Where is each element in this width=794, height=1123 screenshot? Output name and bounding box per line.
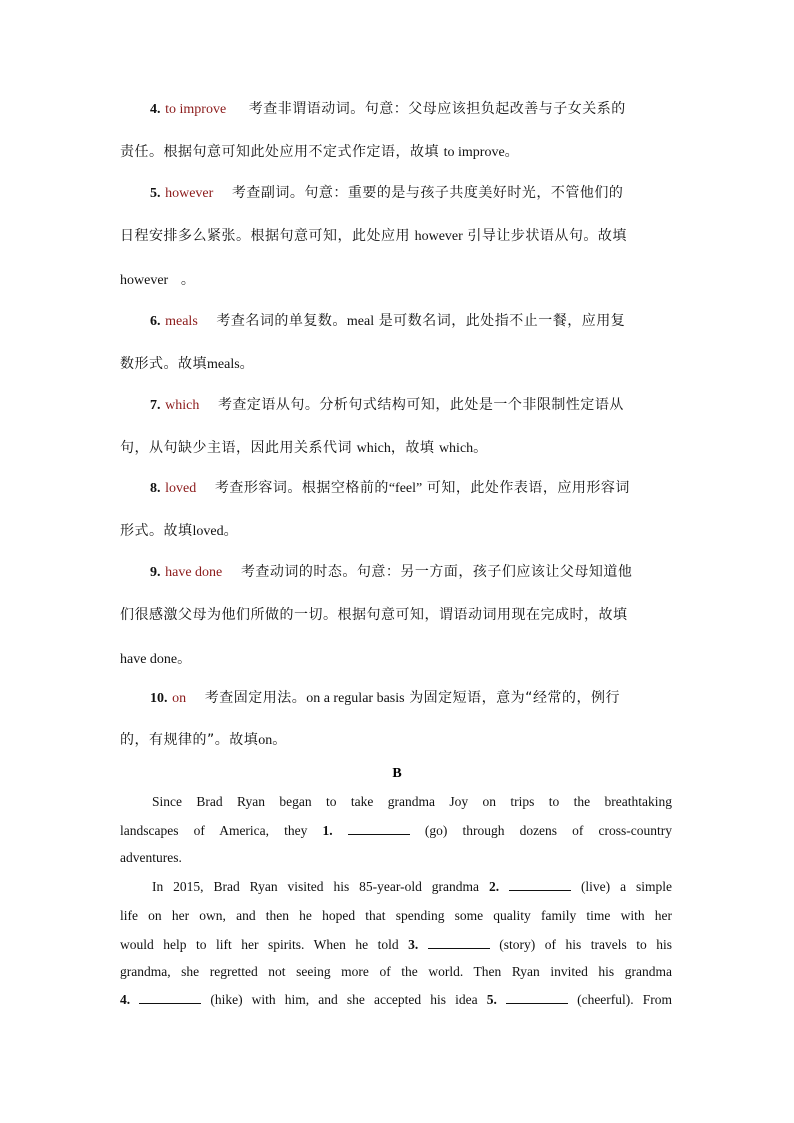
- passage-line: grandma, she regretted not seeing more of the world. Then Ryan invited his grandma: [120, 964, 672, 979]
- passage-text: landscapes of America, they: [120, 823, 308, 838]
- explanation-text: 考查名词的单复数。: [216, 313, 347, 329]
- explanation-text: 考查固定用法。: [204, 690, 307, 706]
- passage-text: In 2015, Brad Ryan visited his 85-year-old grandma: [152, 879, 479, 894]
- answer-inline: on a regular basis: [306, 691, 405, 706]
- answer-inline: on: [258, 733, 273, 748]
- passage-line: Since Brad Ryan began to take grandma Joy on trips to the breathtaking: [152, 794, 672, 809]
- answer-inline: meals: [207, 357, 240, 372]
- blank-3[interactable]: [428, 936, 490, 949]
- passage-text: (go) through dozens of cross-country: [424, 823, 672, 838]
- explanation-text: 数形式。故填: [120, 356, 207, 372]
- blank-1[interactable]: [348, 822, 410, 835]
- passage-text: (story) of his travels to his: [499, 937, 673, 952]
- answer-inline: “feel”: [388, 481, 423, 496]
- explanation-text: 句，从句缺少主语，因此用关系代词: [120, 440, 352, 456]
- answer-number: 4.: [150, 102, 161, 117]
- answer-word: on: [172, 691, 187, 706]
- explanation-text: 考查定语从句。分析句式结构可知，此处是一个非限制性定语从: [217, 397, 624, 413]
- answer-word: however: [165, 186, 214, 201]
- answer-inline: to improve: [443, 145, 505, 160]
- answer-word: have done: [165, 565, 223, 580]
- blank-4[interactable]: [139, 991, 201, 1004]
- passage-text: (cheerful). From: [577, 992, 673, 1007]
- explanation-text: 日程安排多么紧张。根据句意可知，此处应用: [120, 228, 410, 244]
- answer-inline: loved: [192, 524, 224, 539]
- punctuation: 。: [504, 144, 520, 160]
- blank-number: 4.: [120, 992, 131, 1007]
- answer-word: which: [165, 398, 200, 413]
- punctuation: 。: [180, 272, 196, 288]
- explanation-text: 形式。故填: [120, 523, 193, 539]
- explanation-text: ，故填: [390, 440, 435, 456]
- passage-line: life on her own, and then he hoped that spending some quality family time with her: [120, 908, 672, 923]
- blank-number: 3.: [408, 937, 419, 952]
- explanation-text: 为固定短语，意为“经常的，例行: [409, 690, 620, 706]
- punctuation: 。: [272, 732, 287, 748]
- explanation-text: 的，有规律的”。故填: [120, 732, 259, 748]
- answer-word: loved: [165, 481, 197, 496]
- explanation-text: 可知，此处作表语，应用形容词: [426, 480, 630, 496]
- passage-line: [120, 991, 672, 1008]
- answer-inline: however: [414, 229, 463, 244]
- punctuation: 。: [473, 440, 488, 456]
- punctuation: 。: [223, 523, 239, 539]
- explanation-text: 考查副词。句意：重要的是与孩子共度美好时光，不管他们的: [231, 185, 624, 201]
- passage-text: (hike) with him, and she accepted his idea: [210, 992, 478, 1007]
- explanation-text: 们很感激父母为他们所做的一切。根据句意可知，谓语动词用现在完成时，故填: [120, 607, 628, 623]
- explanation-text: 引导让步状语从句。故填: [467, 228, 627, 244]
- answer-number: 10.: [150, 691, 168, 706]
- answer-inline: which: [356, 441, 391, 456]
- punctuation: 。: [177, 651, 192, 667]
- answer-word: to improve: [165, 102, 227, 117]
- answer-number: 8.: [150, 481, 161, 496]
- explanation-text: 考查形容词。根据空格前的: [214, 480, 389, 496]
- answer-number: 6.: [150, 314, 161, 329]
- answer-number: 9.: [150, 565, 161, 580]
- punctuation: 。: [239, 356, 255, 372]
- answer-inline: meal: [346, 314, 375, 329]
- answer-number: 7.: [150, 398, 161, 413]
- explanation-text: 考查非谓语动词。句意：父母应该担负起改善与子女关系的: [248, 101, 626, 117]
- passage-line: [120, 936, 672, 953]
- passage-line: [120, 822, 672, 839]
- answer-inline: which: [438, 441, 474, 456]
- blank-number: 1.: [322, 823, 333, 838]
- answer-inline: however: [120, 273, 169, 288]
- blank-5[interactable]: [506, 991, 568, 1004]
- answer-word: meals: [165, 314, 198, 329]
- explanation-text: 是可数名词，此处指不止一餐，应用复: [378, 313, 626, 329]
- section-title: B: [392, 766, 402, 781]
- explanation-text: 责任。根据句意可知此处应用不定式作定语，故填: [120, 144, 439, 160]
- blank-2[interactable]: [509, 878, 571, 891]
- answer-number: 5.: [150, 186, 161, 201]
- explanation-text: 考查动词的时态。句意：另一方面，孩子们应该让父母知道他: [240, 564, 633, 580]
- blank-number: 5.: [486, 992, 497, 1007]
- passage-text: (live) a simple: [580, 879, 673, 894]
- passage-line: adventures.: [120, 850, 182, 865]
- passage-line: [120, 878, 672, 895]
- passage-text: would help to lift her spirits. When he told: [120, 937, 399, 952]
- blank-number: 2.: [488, 879, 500, 894]
- answer-inline: have done: [120, 652, 178, 667]
